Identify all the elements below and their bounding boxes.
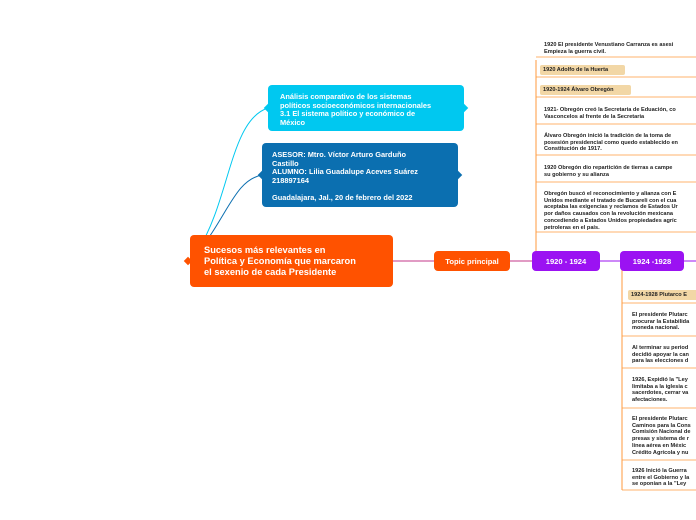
- period-1924-1928[interactable]: [620, 251, 684, 271]
- note-1926-ley-calles[interactable]: 1926, Expidió la "Ley limitaba a la iglesia c sacerdotes, cerrar va afectaciones.: [632, 377, 689, 404]
- note-estabilidad-moneda[interactable]: El presidente Plutarc procurar la Estabilida moneda nacional.: [632, 312, 690, 332]
- topic-node-text: Topic principal: [445, 256, 499, 266]
- period-1924-1928-label: 1924 -1928: [632, 256, 672, 266]
- topic-node[interactable]: [434, 251, 510, 271]
- credits-card[interactable]: [262, 143, 458, 207]
- note-1920-reparticion-tierras[interactable]: 1920 Obregón dio repartición de tierras a campe su gobierno y su alianza: [544, 165, 673, 178]
- note-1926-guerra-cristera[interactable]: 1926 Inició la Guerra entre el Gobierno y la se oponían a la "Ley: [632, 468, 690, 488]
- tag-1920-1924-obregon[interactable]: 1920-1924 Álvaro Obregón: [540, 85, 631, 95]
- connector-root-title: [198, 108, 268, 250]
- note-apoyar-candidatura[interactable]: Al terminar su period decidió apoyar la can para las elecciones d: [632, 345, 689, 365]
- title-card-text: Análisis comparativo de los sistemas políticos socioeconómicos internacionales 3.1 El sistema político y económico de México: [280, 92, 432, 127]
- note-comision-caminos[interactable]: El presidente Plutarc Caminos para la Cons Comisión Nacional de presas y sistema de r línea aérea en Méxic Crédito Agrícola y nu: [632, 416, 691, 456]
- root-node[interactable]: [190, 235, 393, 287]
- tag-1924-1928-plutarco[interactable]: 1924-1928 Plutarco E: [628, 290, 696, 300]
- note-1920-carranza[interactable]: 1920 El presidente Venustiano Carranza es asesi Empieza la guerra civil.: [544, 42, 674, 55]
- title-card[interactable]: [268, 85, 464, 131]
- tag-1920-de-la-huerta[interactable]: 1920 Adolfo de la Huerta: [540, 65, 625, 75]
- period-1920-1924[interactable]: [532, 251, 600, 271]
- credits-card-text: ASESOR: Mtro. Víctor Arturo Garduño Castillo ALUMNO: Lilia Guadalupe Aceves Suárez 218897164 Guadalajara, Jal., 20 de febrero del 2022: [272, 150, 418, 202]
- note-tratado-bucareli[interactable]: Obregón buscó el reconocimiento y alianza con E Unidos mediante el tratado de Bucareli con el cua aceptaba las exigencias y reclamos de Estados Ur por daños causados con la revolución mexicana concediendo a Estados Unidos propiedades agríc petroleras en el país.: [544, 191, 678, 231]
- root-node-text: Sucesos más relevantes en Política y Economía que marcaron el sexenio de cada Presidente: [204, 245, 356, 278]
- note-obregon-toma-posesion[interactable]: Álvaro Obregón inició la tradición de la toma de posesión presidencial como quedo establecido en Constitución de 1917.: [544, 133, 678, 153]
- note-1921-secretaria[interactable]: 1921- Obregón creó la Secretaria de Eduación, co Vasconcelos al frente de la Secretaria: [544, 107, 676, 120]
- period-1920-1924-label: 1920 - 1924: [545, 256, 587, 266]
